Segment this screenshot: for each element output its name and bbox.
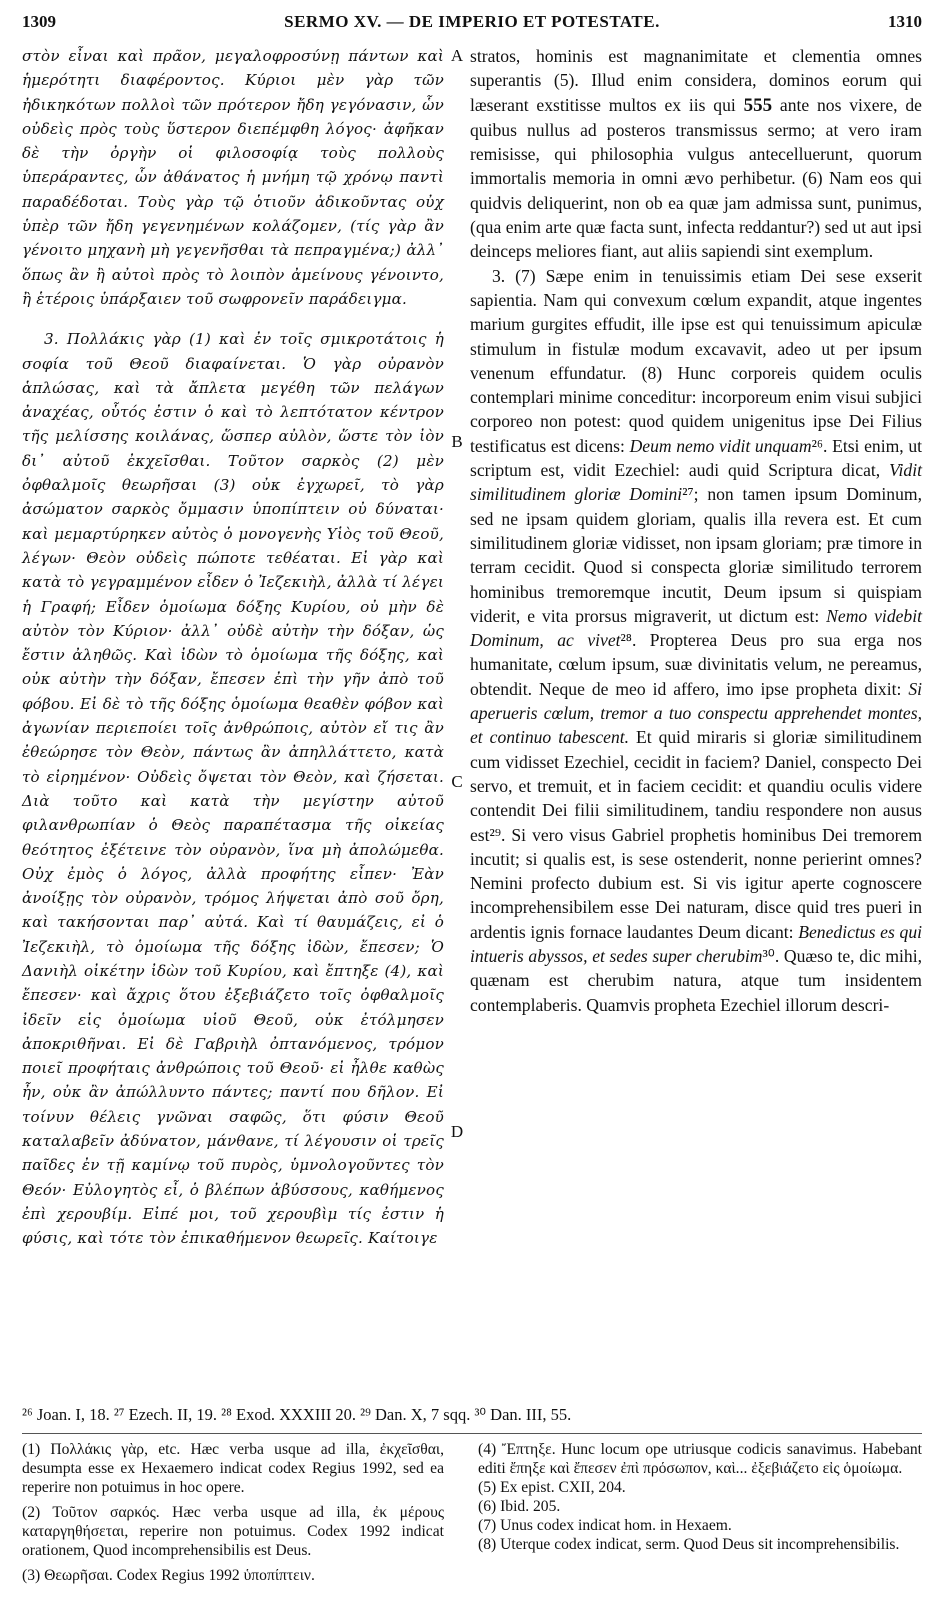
- footnotes-left: [22, 1440, 444, 1591]
- latin-p2-text-d: ²⁸. Propterea Deus pro sua erga nos humanitate, cœlum ipsum, suæ divinitatis velum, ne pereamus, obtendit. Neque de meo id affero, imo ipse propheta dixit:: [470, 630, 922, 699]
- footnote-divider: [22, 1433, 922, 1434]
- footnote-2: (2) Τοῦτον σαρκός. Hæc verba usque ad illa, ἐκ μέρους καταργηθήσεται, reperire non potuimus. Codex 1992 indicat orationem, Quod incomprehensibilis est Deus.: [22, 1504, 444, 1559]
- page-header: [22, 12, 922, 36]
- greek-paragraph-1: στὸν εἶναι καὶ πρᾶον, μεγαλοφροσύνῃ πάντων καὶ ἡμερότητι διαφέροντος. Κύριοι μὲν γὰρ τῶν ἠδικηκότων πολλοὶ τῶν πρότερον ἤδη γεγόνασιν, ὧν οὐδεὶς πρὸς τοὺς ὕστερον διεπέμφθη λόγος· ἀφῆκαν δὲ τὴν ὀργὴν οἱ φιλοσοφίᾳ τοὺς πολλοὺς ὑπεράραντες, ὧν ἀθάνατος ἡ μνήμη τῷ χρόνῳ παντὶ παραδέδοται. Τοὺς γὰρ τῷ ὁτιοῦν ἀδικοῦντας οὐχ ὑπὲρ τῶν ἤδη γεγενημένων κολάζομεν, (τίς γὰρ ἂν γένοιτο μηχανὴ μὴ γεγενῆσθαι τὰ πεπραγμένα;) ἀλλ᾽ ὅπως ἂν ἢ αὐτοὶ πρὸς τὸ λοιπὸν ἀμείνους γένοιντο, ἢ ἑτέροις ὑπάρξαιεν τοῦ σωφρονεῖν παράδειγμα.: [22, 47, 444, 308]
- footnote-3: (3) Θεωρῆσαι. Codex Regius 1992 ὑποπίπτειν.: [22, 1567, 315, 1584]
- latin-p2-text-a: 3. (7) Sæpe enim in tenuissimis etiam Dei sese exserit sapientia. Nam qui convexum cœlum expandit, atque ingentes marium gurgites effudit, ille ipse est qui tenuissimum apiculæ stimulum in fistulæ modum excavavit, adeo ut per ipsum venenum effundatur. (8) Hunc corporeis quidem oculis contemplari minime conceditur: incorporeum enim visui subjici corporeo non potest: quod quidem unigenitus ipse Dei Filius testificatus est dicens:: [470, 265, 922, 456]
- latin-p2-text-c: ²⁷; non tamen ipsum Dominum, sed ne ipsam quidem gloriam, qualis illa revera est. Et cum similitudinem gloriæ vidisset, non ipsam gloriam; præ timore in terram cecidit. Quod si conspecta gloriæ similitudo terrorem hominibus tremoremque incutit, Deum ipsum si quispiam viderit, e vita prorsus migraverit, ut dictum est:: [470, 484, 922, 626]
- quote-vidit-similitudinem: Vidit similitudinem gloriæ Domini: [470, 460, 922, 505]
- margin-marker-a: A: [450, 46, 464, 65]
- quote-nemo-videbit: Nemo videbit Dominum, ac vivet: [470, 605, 922, 651]
- latin-p2-text-f: ³⁰. Quæso te, dic mihi, quænam est cherubim natura, atque tum insidentem contemplaberis. Quamvis propheta Ezechiel illorum descri-: [470, 945, 922, 1015]
- scripture-references: ²⁶ Joan. I, 18. ²⁷ Ezech. II, 19. ²⁸ Exod. XXXIII 20. ²⁹ Dan. X, 7 sqq. ³⁰ Dan. III, 55.: [22, 1405, 572, 1424]
- margin-marker-b: B: [451, 432, 463, 451]
- latin-p1-text-a: stratos, hominis est magnanimitate et clementia omnes superantis (5). Illud enim considera, dominos eorum qui læserant exstitisse multos ex iis qui: [470, 46, 922, 115]
- footnote-5: (5) Ex epist. CXII, 204.: [478, 1479, 626, 1496]
- latin-paragraph-2: [470, 264, 922, 1017]
- quote-benedictus-es: Benedictus es qui intueris abyssos, et sedes super cherubim: [470, 921, 923, 966]
- greek-column: [22, 44, 444, 1251]
- footnote-8: (8) Uterque codex indicat, serm. Quod Deus sit incomprehensibilis.: [478, 1536, 900, 1553]
- latin-p1-text-b: ante nos vixere, de quibus nullus ad posteros transmissus sermo; at vero iram remisisse, qui philosophia vulgus antecelluerunt, quorum immortalis memoria in omni ævo perhibetur. (6) Nam eos qui quidvis deliquerint, non ob ea quæ jam admissa sunt, punimus, (qua enim arte quæ facta sunt, infecta reddantur?) sed ut aut ipsi deinceps meliores fiant, aut aliis sapiendi sint exemplum.: [470, 94, 922, 262]
- column-number: 555: [743, 94, 773, 116]
- quote-si-aperueris: Si aperueris cœlum, tremor a tuo conspectu apprehendet montes, et continuo tabescent.: [470, 678, 922, 748]
- footnote-1: (1) Πολλάκις γὰρ, etc. Hæc verba usque ad illa, ἐκχεῖσθαι, desumpta esse ex Hexaemero indicat codex Regius 1992, sed ea reperire non potuimus in hoc opere.: [22, 1441, 444, 1496]
- footnote-6: (6) Ibid. 205.: [478, 1498, 561, 1515]
- quote-deum-nemo: Deum nemo vidit unquam: [629, 435, 812, 456]
- latin-column: [470, 44, 922, 1017]
- latin-p2-text-e: Et quid miraris si gloriæ similitudinem cum vidisset Ezechiel, cecidit in faciem? Daniel, conspecto Dei servo, et tremuit, et in faciem cecidit: et quandiu oculis videre contendit Dei filii similitudinem, tandiu respondere non ausus est²⁹. Si vero visus Gabriel prophetis hominibus Dei tremorem incutit; si qualis est, is sese ostenderit, nonne perierint omnes? Nemini profecto dubium est. Si vis igitur aperte cognoscere incomprehensibilem esse Dei naturam, disce quid tres pueri in ardentis ignis fornace laudantes Deum dicant:: [470, 727, 922, 942]
- margin-marker-d: D: [450, 1122, 464, 1141]
- latin-paragraph-1: [470, 44, 922, 264]
- running-title: SERMO XV. — DE IMPERIO ET POTESTATE.: [284, 12, 660, 31]
- latin-p2-text-b: ²⁶. Etsi enim, ut scriptum est, vidit Ezechiel: audi quid Scriptura dicat,: [470, 435, 923, 481]
- footnote-4: (4) Ἔπτηξε. Hunc locum ope utriusque codicis sanavimus. Habebant editi ἔπηξε καὶ ἔπεσεν ἐπὶ πρόσωπον, καὶ... ἐξεβιάζετο εἰς ὁμοίωμα.: [478, 1441, 922, 1477]
- page-number-right: 1310: [888, 12, 922, 31]
- footnote-7: (7) Unus codex indicat hom. in Hexaem.: [478, 1517, 732, 1534]
- greek-paragraph-2: 3. Πολλάκις γὰρ (1) καὶ ἐν τοῖς σμικροτάτοις ἡ σοφία τοῦ Θεοῦ διαφαίνεται. Ὁ γὰρ οὐρανὸν ἁπλώσας, καὶ τὰ ἄπλετα μεγέθη τῶν πελάγων ἀναχέας, οὗτός ἐστιν ὁ καὶ τὸ λεπτότατον κέντρον τῆς μελίσσης κοιλάνας, ὥσπερ αὐλὸν, ὥστε τὸν ἰὸν δι᾽ αὐτοῦ ἐκχεῖσθαι. Τοῦτον σαρκὸς (2) μὲν ὀφθαλμοῖς θεωρῆσαι (3) οὐκ ἐγχωρεῖ, τὸ γὰρ ἀσώματον σαρκὸς ὄμμασιν ὑποπίπτειν οὐ δύναται· καὶ μεμαρτύρηκεν αὐτὸς ὁ μονογενὴς Υἱὸς τοῦ Θεοῦ, λέγων· Θεὸν οὐδεὶς πώποτε τεθέαται. Εἰ γὰρ καὶ κατὰ τὸ γεγραμμένον εἶδεν ὁ Ἰεζεκιὴλ, ἀλλὰ τί λέγει ἡ Γραφή; Εἶδεν ὁμοίωμα δόξης Κυρίου, οὐ μὴν δὲ αὐτὸν τὸν Κύριον· ἀλλ᾽ οὐδὲ αὐτὴν τὴν δόξαν, ὡς ἔστιν ἀληθῶς. Καὶ ἰδὼν τὸ ὁμοίωμα τῆς δόξης, καὶ οὐκ αὐτὴν τὴν δόξαν, ἔπεσεν ἐπὶ τὴν γῆν ἀπὸ τοῦ φόβου. Εἰ δὲ τὸ τῆς δόξης ὁμοίωμα θεαθὲν φόβον καὶ ἀγωνίαν περιεποίει τοῖς ἀνθρώποις, αὐτὸν εἴ τις ἂν ἐθεώρησε τὸν Θεὸν, πάντως ἂν ἀπηλλάττετο, κατὰ τὸ εἰρημένον· Οὐδεὶς ὄψεται τὸν Θεὸν, καὶ ζήσεται. Διὰ τοῦτο καὶ κατὰ τὴν μεγίστην αὐτοῦ φιλανθρωπίαν ὁ Θεὸς παραπέτασμα τῆς οἰκείας θεότητος ἐξέτεινε τὸν οὐρανὸν, ἵνα μὴ ἀπολώμεθα. Οὐχ ἐμὸς ὁ λόγος, ἀλλὰ προφήτης εἶπεν· Ἐὰν ἀνοίξῃς τὸν οὐρανὸν, τρόμος λήψεται ἀπὸ σοῦ ὄρη, καὶ τακήσονται παρ᾽ αὐτά. Καὶ τί θαυμάζεις, εἰ ὁ Ἰεζεκιὴλ, τὸ ὁμοίωμα τῆς δόξης ἰδὼν, ἔπεσεν; Ὁ Δανιὴλ οἰκέτην ἰδὼν τοῦ Κυρίου, καὶ ἔπτηξε (4), καὶ ἔπεσεν· καὶ ἄχρις ὅτου ἐξεβιάζετο τοῖς ὀφθαλμοῖς ἰδεῖν εἰς ὁμοίωμα υἱοῦ Θεοῦ, οὐκ ἐτόλμησεν ἀποκριθῆναι. Εἰ δὲ Γαβριὴλ ὀπτανόμενος, τρόμον ποιεῖ προφήταις ἀνθρώποις τοῦ Θεοῦ· εἰ ἦλθε καθὼς ἦν, οὐκ ἂν ἀπώλλυντο πάντες; παντί που δῆλον. Εἰ τοίνυν θέλεις γνῶναι σαφῶς, ὅτι φύσιν Θεοῦ καταλαβεῖν ἀδύνατον, μάνθανε, τί λέγουσιν οἱ τρεῖς παῖδες ἐν τῇ καμίνῳ τοῦ πυρὸς, ὑμνολογοῦντες τὸν Θεόν· Εὐλογητὸς εἶ, ὁ βλέπων ἀβύσσους, καθήμενος ἐπὶ χερουβίμ. Εἰπέ μοι, τοῦ χερουβὶμ τίς ἐστιν ἡ φύσις, καὶ τότε τὸν ἐπικαθήμενον θεωρεῖς. Καίτοιγε: [22, 330, 444, 1248]
- page-number-left: 1309: [22, 12, 56, 31]
- margin-marker-c: C: [451, 772, 463, 791]
- footnotes-right: [478, 1440, 922, 1554]
